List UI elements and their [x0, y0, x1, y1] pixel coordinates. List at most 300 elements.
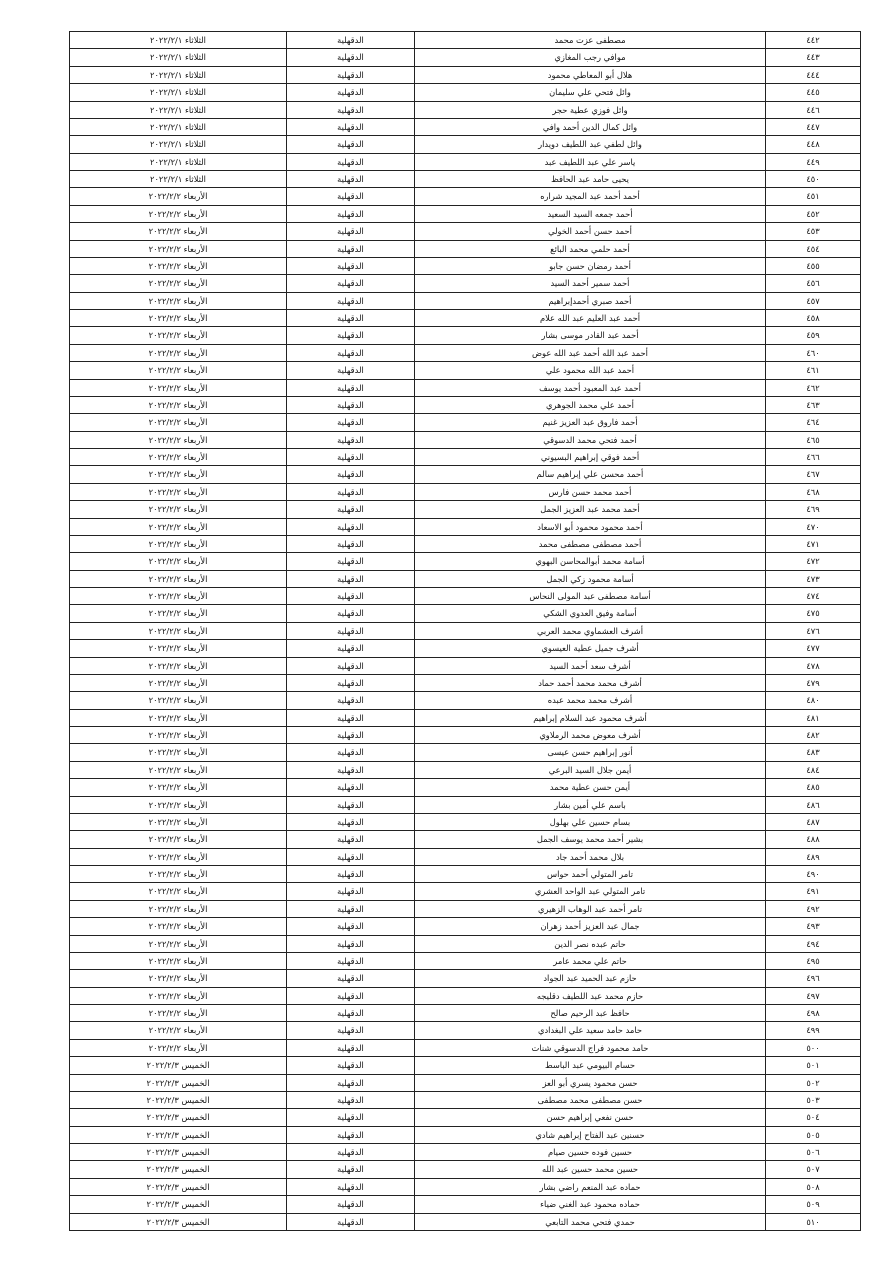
- table-row: [70, 848, 861, 865]
- date-cell: الأربعاء ٢٠٢٢/٢/٢: [70, 813, 287, 830]
- name-cell: حازم عبد الحميد عبد الجواد: [415, 970, 766, 987]
- date-cell: الأربعاء ٢٠٢٢/٢/٢: [70, 518, 287, 535]
- table-row: [70, 153, 861, 170]
- governorate-cell: الدقهلية: [287, 379, 415, 396]
- row-number-cell: ٤٤٩: [766, 153, 861, 170]
- name-cell: تامر أحمد عبد الوهاب الزهيري: [415, 900, 766, 917]
- name-cell: أسامة محمد أبوالمحاسن البهوي: [415, 553, 766, 570]
- table-row: [70, 310, 861, 327]
- date-cell: الأربعاء ٢٠٢٢/٢/٢: [70, 327, 287, 344]
- table-row: [70, 831, 861, 848]
- row-number-cell: ٤٧٣: [766, 570, 861, 587]
- name-cell: حسام البيومي عبد الباسط: [415, 1057, 766, 1074]
- row-number-cell: ٤٧٥: [766, 605, 861, 622]
- date-cell: الخميس ٢٠٢٢/٢/٣: [70, 1213, 287, 1230]
- table-row: [70, 1178, 861, 1195]
- row-number-cell: ٤٧١: [766, 535, 861, 552]
- table-row: [70, 674, 861, 691]
- name-cell: أيمن جلال السيد البرعي: [415, 761, 766, 778]
- row-number-cell: ٥٠٦: [766, 1144, 861, 1161]
- name-cell: باسم علي أمين بشار: [415, 796, 766, 813]
- row-number-cell: ٤٧٩: [766, 674, 861, 691]
- name-cell: وائل لطفي عبد اللطيف دويدار: [415, 136, 766, 153]
- row-number-cell: ٤٤٣: [766, 49, 861, 66]
- row-number-cell: ٥٠٩: [766, 1196, 861, 1213]
- name-cell: موافي رجب المغازي: [415, 49, 766, 66]
- table-row: [70, 518, 861, 535]
- date-cell: الثلاثاء ٢٠٢٢/٢/١: [70, 32, 287, 49]
- governorate-cell: الدقهلية: [287, 414, 415, 431]
- table-row: [70, 501, 861, 518]
- row-number-cell: ٤٥٧: [766, 292, 861, 309]
- governorate-cell: الدقهلية: [287, 396, 415, 413]
- name-cell: أشرف سعد أحمد السيد: [415, 657, 766, 674]
- date-cell: الثلاثاء ٢٠٢٢/٢/١: [70, 153, 287, 170]
- name-cell: حازم محمد عبد اللطيف دقليجه: [415, 987, 766, 1004]
- table-row: [70, 483, 861, 500]
- date-cell: الأربعاء ٢٠٢٢/٢/٢: [70, 188, 287, 205]
- date-cell: الأربعاء ٢٠٢٢/٢/٢: [70, 535, 287, 552]
- name-cell: بلال محمد أحمد جاد: [415, 848, 766, 865]
- name-cell: أحمد سمير أحمد السيد: [415, 275, 766, 292]
- name-cell: أحمد أحمد عبد المجيد شراره: [415, 188, 766, 205]
- name-cell: أحمد عبد الله أحمد عبد الله عوض: [415, 344, 766, 361]
- row-number-cell: ٤٨٣: [766, 744, 861, 761]
- row-number-cell: ٥٠١: [766, 1057, 861, 1074]
- date-cell: الأربعاء ٢٠٢٢/٢/٢: [70, 588, 287, 605]
- date-cell: الأربعاء ٢٠٢٢/٢/٢: [70, 900, 287, 917]
- row-number-cell: ٤٨١: [766, 709, 861, 726]
- row-number-cell: ٤٥٤: [766, 240, 861, 257]
- name-cell: حسنين عبد الفتاح إبراهيم شادي: [415, 1126, 766, 1143]
- table-row: [70, 344, 861, 361]
- governorate-cell: الدقهلية: [287, 935, 415, 952]
- name-cell: أحمد محمود محمود أبو الاسعاد: [415, 518, 766, 535]
- governorate-cell: الدقهلية: [287, 501, 415, 518]
- table-row: [70, 1109, 861, 1126]
- table-row: [70, 49, 861, 66]
- date-cell: الخميس ٢٠٢٢/٢/٣: [70, 1091, 287, 1108]
- date-cell: الخميس ٢٠٢٢/٢/٣: [70, 1057, 287, 1074]
- date-cell: الأربعاء ٢٠٢٢/٢/٢: [70, 414, 287, 431]
- name-cell: أحمد عبد المعبود أحمد يوسف: [415, 379, 766, 396]
- date-cell: الأربعاء ٢٠٢٢/٢/٢: [70, 952, 287, 969]
- table-row: [70, 1074, 861, 1091]
- date-cell: الأربعاء ٢٠٢٢/٢/٢: [70, 362, 287, 379]
- date-cell: الأربعاء ٢٠٢٢/٢/٢: [70, 657, 287, 674]
- row-number-cell: ٥٠٥: [766, 1126, 861, 1143]
- date-cell: الأربعاء ٢٠٢٢/٢/٢: [70, 779, 287, 796]
- governorate-cell: الدقهلية: [287, 640, 415, 657]
- date-cell: الأربعاء ٢٠٢٢/٢/٢: [70, 396, 287, 413]
- governorate-cell: الدقهلية: [287, 327, 415, 344]
- row-number-cell: ٤٤٦: [766, 101, 861, 118]
- date-cell: الأربعاء ٢٠٢٢/٢/٢: [70, 692, 287, 709]
- table-row: [70, 796, 861, 813]
- row-number-cell: ٤٨٥: [766, 779, 861, 796]
- row-number-cell: ٤٥٦: [766, 275, 861, 292]
- date-cell: الأربعاء ٢٠٢٢/٢/٢: [70, 223, 287, 240]
- date-cell: الأربعاء ٢٠٢٢/٢/٢: [70, 310, 287, 327]
- governorate-cell: الدقهلية: [287, 1091, 415, 1108]
- table-row: [70, 466, 861, 483]
- name-cell: حسين فوده حسين صيام: [415, 1144, 766, 1161]
- table-row: [70, 813, 861, 830]
- date-cell: الخميس ٢٠٢٢/٢/٣: [70, 1161, 287, 1178]
- name-cell: حامد محمود فراج الدسوقي شنات: [415, 1039, 766, 1056]
- name-cell: أحمد فتحي محمد الدسوقي: [415, 431, 766, 448]
- row-number-cell: ٤٩٥: [766, 952, 861, 969]
- name-cell: حسن نفعي إبراهيم حسن: [415, 1109, 766, 1126]
- name-cell: أشرف محمود عبد السلام إبراهيم: [415, 709, 766, 726]
- table-row: [70, 744, 861, 761]
- governorate-cell: الدقهلية: [287, 1005, 415, 1022]
- governorate-cell: الدقهلية: [287, 49, 415, 66]
- table-row: [70, 883, 861, 900]
- row-number-cell: ٤٦٣: [766, 396, 861, 413]
- governorate-cell: الدقهلية: [287, 518, 415, 535]
- name-cell: أحمد محسن علي إبراهيم سالم: [415, 466, 766, 483]
- table-row: [70, 118, 861, 135]
- table-row: [70, 1039, 861, 1056]
- date-cell: الثلاثاء ٢٠٢٢/٢/١: [70, 84, 287, 101]
- governorate-cell: الدقهلية: [287, 553, 415, 570]
- table-row: [70, 535, 861, 552]
- row-number-cell: ٤٧٢: [766, 553, 861, 570]
- name-cell: أيمن حسن عطية محمد: [415, 779, 766, 796]
- name-cell: حماده عبد المنعم راضي بشار: [415, 1178, 766, 1195]
- name-cell: حسين محمد حسين عبد الله: [415, 1161, 766, 1178]
- date-cell: الأربعاء ٢٠٢٢/٢/٢: [70, 640, 287, 657]
- table-row: [70, 1022, 861, 1039]
- row-number-cell: ٤٩١: [766, 883, 861, 900]
- row-number-cell: ٤٥٣: [766, 223, 861, 240]
- governorate-cell: الدقهلية: [287, 257, 415, 274]
- name-cell: أحمد فوقي إبراهيم البسيوني: [415, 449, 766, 466]
- date-cell: الأربعاء ٢٠٢٢/٢/٢: [70, 570, 287, 587]
- date-cell: الأربعاء ٢٠٢٢/٢/٢: [70, 501, 287, 518]
- table-row: [70, 588, 861, 605]
- governorate-cell: الدقهلية: [287, 535, 415, 552]
- governorate-cell: الدقهلية: [287, 205, 415, 222]
- name-cell: أحمد فاروق عبد العزيز غنيم: [415, 414, 766, 431]
- name-cell: أحمد حسن أحمد الخولي: [415, 223, 766, 240]
- governorate-cell: الدقهلية: [287, 344, 415, 361]
- date-cell: الأربعاء ٢٠٢٢/٢/٢: [70, 848, 287, 865]
- table-row: [70, 396, 861, 413]
- name-cell: حسن مصطفى محمد مصطفى: [415, 1091, 766, 1108]
- date-cell: الأربعاء ٢٠٢٢/٢/٢: [70, 987, 287, 1004]
- row-number-cell: ٤٩٢: [766, 900, 861, 917]
- governorate-cell: الدقهلية: [287, 674, 415, 691]
- table-row: [70, 101, 861, 118]
- name-cell: جمال عبد العزيز أحمد زهران: [415, 918, 766, 935]
- name-cell: أسامة محمود زكي الجمل: [415, 570, 766, 587]
- row-number-cell: ٤٩٨: [766, 1005, 861, 1022]
- governorate-cell: الدقهلية: [287, 101, 415, 118]
- governorate-cell: الدقهلية: [287, 431, 415, 448]
- governorate-cell: الدقهلية: [287, 1196, 415, 1213]
- date-cell: الثلاثاء ٢٠٢٢/٢/١: [70, 101, 287, 118]
- name-cell: وائل فوزي عطية حجر: [415, 101, 766, 118]
- governorate-cell: الدقهلية: [287, 1144, 415, 1161]
- table-row: [70, 66, 861, 83]
- governorate-cell: الدقهلية: [287, 188, 415, 205]
- row-number-cell: ٤٦٩: [766, 501, 861, 518]
- governorate-cell: الدقهلية: [287, 761, 415, 778]
- date-cell: الأربعاء ٢٠٢٢/٢/٢: [70, 466, 287, 483]
- row-number-cell: ٤٤٥: [766, 84, 861, 101]
- row-number-cell: ٤٧٠: [766, 518, 861, 535]
- table-row: [70, 257, 861, 274]
- name-cell: أشرف جميل عطية العيسوي: [415, 640, 766, 657]
- table-row: [70, 32, 861, 49]
- date-cell: الثلاثاء ٢٠٢٢/٢/١: [70, 136, 287, 153]
- date-cell: الثلاثاء ٢٠٢٢/٢/١: [70, 49, 287, 66]
- governorate-cell: الدقهلية: [287, 1022, 415, 1039]
- governorate-cell: الدقهلية: [287, 449, 415, 466]
- name-cell: مصطفى عزت محمد: [415, 32, 766, 49]
- governorate-cell: الدقهلية: [287, 84, 415, 101]
- row-number-cell: ٤٥٠: [766, 171, 861, 188]
- governorate-cell: الدقهلية: [287, 240, 415, 257]
- table-row: [70, 987, 861, 1004]
- table-row: [70, 84, 861, 101]
- name-cell: أحمد محمد عبد العزيز الجمل: [415, 501, 766, 518]
- date-cell: الأربعاء ٢٠٢٢/٢/٢: [70, 240, 287, 257]
- table-row: [70, 761, 861, 778]
- row-number-cell: ٤٧٨: [766, 657, 861, 674]
- name-cell: حسن محمود يسري أبو العز: [415, 1074, 766, 1091]
- governorate-cell: الدقهلية: [287, 727, 415, 744]
- name-cell: أسامة وفيق العدوي الشكي: [415, 605, 766, 622]
- table-row: [70, 900, 861, 917]
- name-cell: هلال أبو المعاطي محمود: [415, 66, 766, 83]
- table-row: [70, 1091, 861, 1108]
- row-number-cell: ٤٦٧: [766, 466, 861, 483]
- date-cell: الأربعاء ٢٠٢٢/٢/٢: [70, 935, 287, 952]
- row-number-cell: ٤٧٤: [766, 588, 861, 605]
- governorate-cell: الدقهلية: [287, 744, 415, 761]
- row-number-cell: ٤٨٨: [766, 831, 861, 848]
- name-cell: وائل كمال الدين أحمد وافي: [415, 118, 766, 135]
- row-number-cell: ٤٤٤: [766, 66, 861, 83]
- row-number-cell: ٤٨٢: [766, 727, 861, 744]
- row-number-cell: ٤٩٠: [766, 866, 861, 883]
- row-number-cell: ٤٥٩: [766, 327, 861, 344]
- table-row: [70, 275, 861, 292]
- governorate-cell: الدقهلية: [287, 118, 415, 135]
- name-cell: يحيى حامد عبد الحافظ: [415, 171, 766, 188]
- governorate-cell: الدقهلية: [287, 657, 415, 674]
- row-number-cell: ٥١٠: [766, 1213, 861, 1230]
- table-row: [70, 136, 861, 153]
- table-row: [70, 970, 861, 987]
- governorate-cell: الدقهلية: [287, 1126, 415, 1143]
- date-cell: الأربعاء ٢٠٢٢/٢/٢: [70, 1005, 287, 1022]
- date-cell: الأربعاء ٢٠٢٢/٢/٢: [70, 727, 287, 744]
- name-cell: أشرف محمد محمد عبده: [415, 692, 766, 709]
- row-number-cell: ٤٦٦: [766, 449, 861, 466]
- date-cell: الأربعاء ٢٠٢٢/٢/٢: [70, 449, 287, 466]
- row-number-cell: ٤٥٥: [766, 257, 861, 274]
- date-cell: الأربعاء ٢٠٢٢/٢/٢: [70, 257, 287, 274]
- name-cell: حمدي فتحي محمد التابعي: [415, 1213, 766, 1230]
- date-cell: الأربعاء ٢٠٢٢/٢/٢: [70, 918, 287, 935]
- row-number-cell: ٤٨٩: [766, 848, 861, 865]
- date-cell: الأربعاء ٢٠٢٢/٢/٢: [70, 970, 287, 987]
- name-cell: بسام حسين علي بهلول: [415, 813, 766, 830]
- table-row: [70, 918, 861, 935]
- governorate-cell: الدقهلية: [287, 796, 415, 813]
- governorate-cell: الدقهلية: [287, 987, 415, 1004]
- governorate-cell: الدقهلية: [287, 970, 415, 987]
- row-number-cell: ٤٨٤: [766, 761, 861, 778]
- table-row: [70, 327, 861, 344]
- governorate-cell: الدقهلية: [287, 952, 415, 969]
- name-cell: أشرف العشماوي محمد العربي: [415, 622, 766, 639]
- date-cell: الأربعاء ٢٠٢٢/٢/٢: [70, 744, 287, 761]
- row-number-cell: ٤٦٠: [766, 344, 861, 361]
- governorate-cell: الدقهلية: [287, 1178, 415, 1195]
- name-cell: أحمد رمضان حسن جابو: [415, 257, 766, 274]
- governorate-cell: الدقهلية: [287, 466, 415, 483]
- date-cell: الأربعاء ٢٠٢٢/٢/٢: [70, 344, 287, 361]
- row-number-cell: ٥٠٨: [766, 1178, 861, 1195]
- name-cell: أشرف معوض محمد الرملاوي: [415, 727, 766, 744]
- row-number-cell: ٥٠٣: [766, 1091, 861, 1108]
- governorate-cell: الدقهلية: [287, 1039, 415, 1056]
- governorate-cell: الدقهلية: [287, 1109, 415, 1126]
- row-number-cell: ٤٩٩: [766, 1022, 861, 1039]
- row-number-cell: ٤٩٤: [766, 935, 861, 952]
- table-row: [70, 952, 861, 969]
- date-cell: الأربعاء ٢٠٢٢/٢/٢: [70, 796, 287, 813]
- governorate-cell: الدقهلية: [287, 883, 415, 900]
- row-number-cell: ٤٦٥: [766, 431, 861, 448]
- row-number-cell: ٥٠٠: [766, 1039, 861, 1056]
- date-cell: الأربعاء ٢٠٢٢/٢/٢: [70, 483, 287, 500]
- row-number-cell: ٤٨٧: [766, 813, 861, 830]
- table-row: [70, 449, 861, 466]
- table-row: [70, 692, 861, 709]
- row-number-cell: ٤٥١: [766, 188, 861, 205]
- row-number-cell: ٤٤٨: [766, 136, 861, 153]
- governorate-cell: الدقهلية: [287, 1161, 415, 1178]
- row-number-cell: ٤٥٨: [766, 310, 861, 327]
- date-cell: الأربعاء ٢٠٢٢/٢/٢: [70, 275, 287, 292]
- table-row: [70, 431, 861, 448]
- governorate-cell: الدقهلية: [287, 588, 415, 605]
- date-cell: الخميس ٢٠٢٢/٢/٣: [70, 1144, 287, 1161]
- name-cell: أشرف محمد محمد أحمد حماد: [415, 674, 766, 691]
- table-row: [70, 1126, 861, 1143]
- governorate-cell: الدقهلية: [287, 848, 415, 865]
- governorate-cell: الدقهلية: [287, 570, 415, 587]
- name-cell: حافظ عبد الرحيم صالح: [415, 1005, 766, 1022]
- row-number-cell: ٤٧٦: [766, 622, 861, 639]
- name-cell: أحمد صبري أحمدإبراهيم: [415, 292, 766, 309]
- date-cell: الأربعاء ٢٠٢٢/٢/٢: [70, 205, 287, 222]
- table-row: [70, 414, 861, 431]
- table-row: [70, 553, 861, 570]
- table-row: [70, 240, 861, 257]
- name-cell: تامر المتولي أحمد حواس: [415, 866, 766, 883]
- table-row: [70, 1161, 861, 1178]
- table-row: [70, 622, 861, 639]
- table-row: [70, 188, 861, 205]
- governorate-cell: الدقهلية: [287, 483, 415, 500]
- date-cell: الخميس ٢٠٢٢/٢/٣: [70, 1178, 287, 1195]
- date-cell: الثلاثاء ٢٠٢٢/٢/١: [70, 118, 287, 135]
- row-number-cell: ٤٤٧: [766, 118, 861, 135]
- date-cell: الأربعاء ٢٠٢٢/٢/٢: [70, 1022, 287, 1039]
- row-number-cell: ٤٩٣: [766, 918, 861, 935]
- row-number-cell: ٤٦١: [766, 362, 861, 379]
- date-cell: الأربعاء ٢٠٢٢/٢/٢: [70, 292, 287, 309]
- table-row: [70, 171, 861, 188]
- name-cell: أحمد محمد حسن فارس: [415, 483, 766, 500]
- row-number-cell: ٥٠٢: [766, 1074, 861, 1091]
- date-cell: الأربعاء ٢٠٢٢/٢/٢: [70, 674, 287, 691]
- governorate-cell: الدقهلية: [287, 136, 415, 153]
- name-cell: أحمد عبد الله محمود علي: [415, 362, 766, 379]
- date-cell: الأربعاء ٢٠٢٢/٢/٢: [70, 831, 287, 848]
- governorate-cell: الدقهلية: [287, 310, 415, 327]
- table-row: [70, 779, 861, 796]
- table-row: [70, 379, 861, 396]
- table-row: [70, 205, 861, 222]
- table-row: [70, 1057, 861, 1074]
- date-cell: الثلاثاء ٢٠٢٢/٢/١: [70, 66, 287, 83]
- date-cell: الأربعاء ٢٠٢٢/٢/٢: [70, 431, 287, 448]
- table-row: [70, 935, 861, 952]
- governorate-cell: الدقهلية: [287, 692, 415, 709]
- row-number-cell: ٤٦٨: [766, 483, 861, 500]
- date-cell: الأربعاء ٢٠٢٢/٢/٢: [70, 605, 287, 622]
- governorate-cell: الدقهلية: [287, 66, 415, 83]
- name-cell: حامد حامد سعيد علي البغدادي: [415, 1022, 766, 1039]
- table-row: [70, 605, 861, 622]
- date-cell: الأربعاء ٢٠٢٢/٢/٢: [70, 761, 287, 778]
- table-row: [70, 362, 861, 379]
- name-cell: تامر المتولي عبد الواحد العشري: [415, 883, 766, 900]
- name-cell: أحمد جمعه السيد السعيد: [415, 205, 766, 222]
- table-row: [70, 292, 861, 309]
- name-cell: ياسر علي عبد اللطيف عبد: [415, 153, 766, 170]
- date-cell: الخميس ٢٠٢٢/٢/٣: [70, 1109, 287, 1126]
- governorate-cell: الدقهلية: [287, 779, 415, 796]
- roster-table: [69, 31, 861, 1231]
- name-cell: أحمد حلمي محمد البائع: [415, 240, 766, 257]
- governorate-cell: الدقهلية: [287, 171, 415, 188]
- name-cell: أنور إبراهيم حسن عيسى: [415, 744, 766, 761]
- row-number-cell: ٤٨٠: [766, 692, 861, 709]
- date-cell: الخميس ٢٠٢٢/٢/٣: [70, 1074, 287, 1091]
- date-cell: الأربعاء ٢٠٢٢/٢/٢: [70, 622, 287, 639]
- row-number-cell: ٤٤٢: [766, 32, 861, 49]
- governorate-cell: الدقهلية: [287, 813, 415, 830]
- table-row: [70, 1005, 861, 1022]
- table-row: [70, 570, 861, 587]
- row-number-cell: ٤٥٢: [766, 205, 861, 222]
- table-row: [70, 223, 861, 240]
- governorate-cell: الدقهلية: [287, 918, 415, 935]
- name-cell: أحمد عبد العليم عبد الله علام: [415, 310, 766, 327]
- governorate-cell: الدقهلية: [287, 275, 415, 292]
- name-cell: أحمد علي محمد الجوهري: [415, 396, 766, 413]
- name-cell: حاتم عبده نصر الدين: [415, 935, 766, 952]
